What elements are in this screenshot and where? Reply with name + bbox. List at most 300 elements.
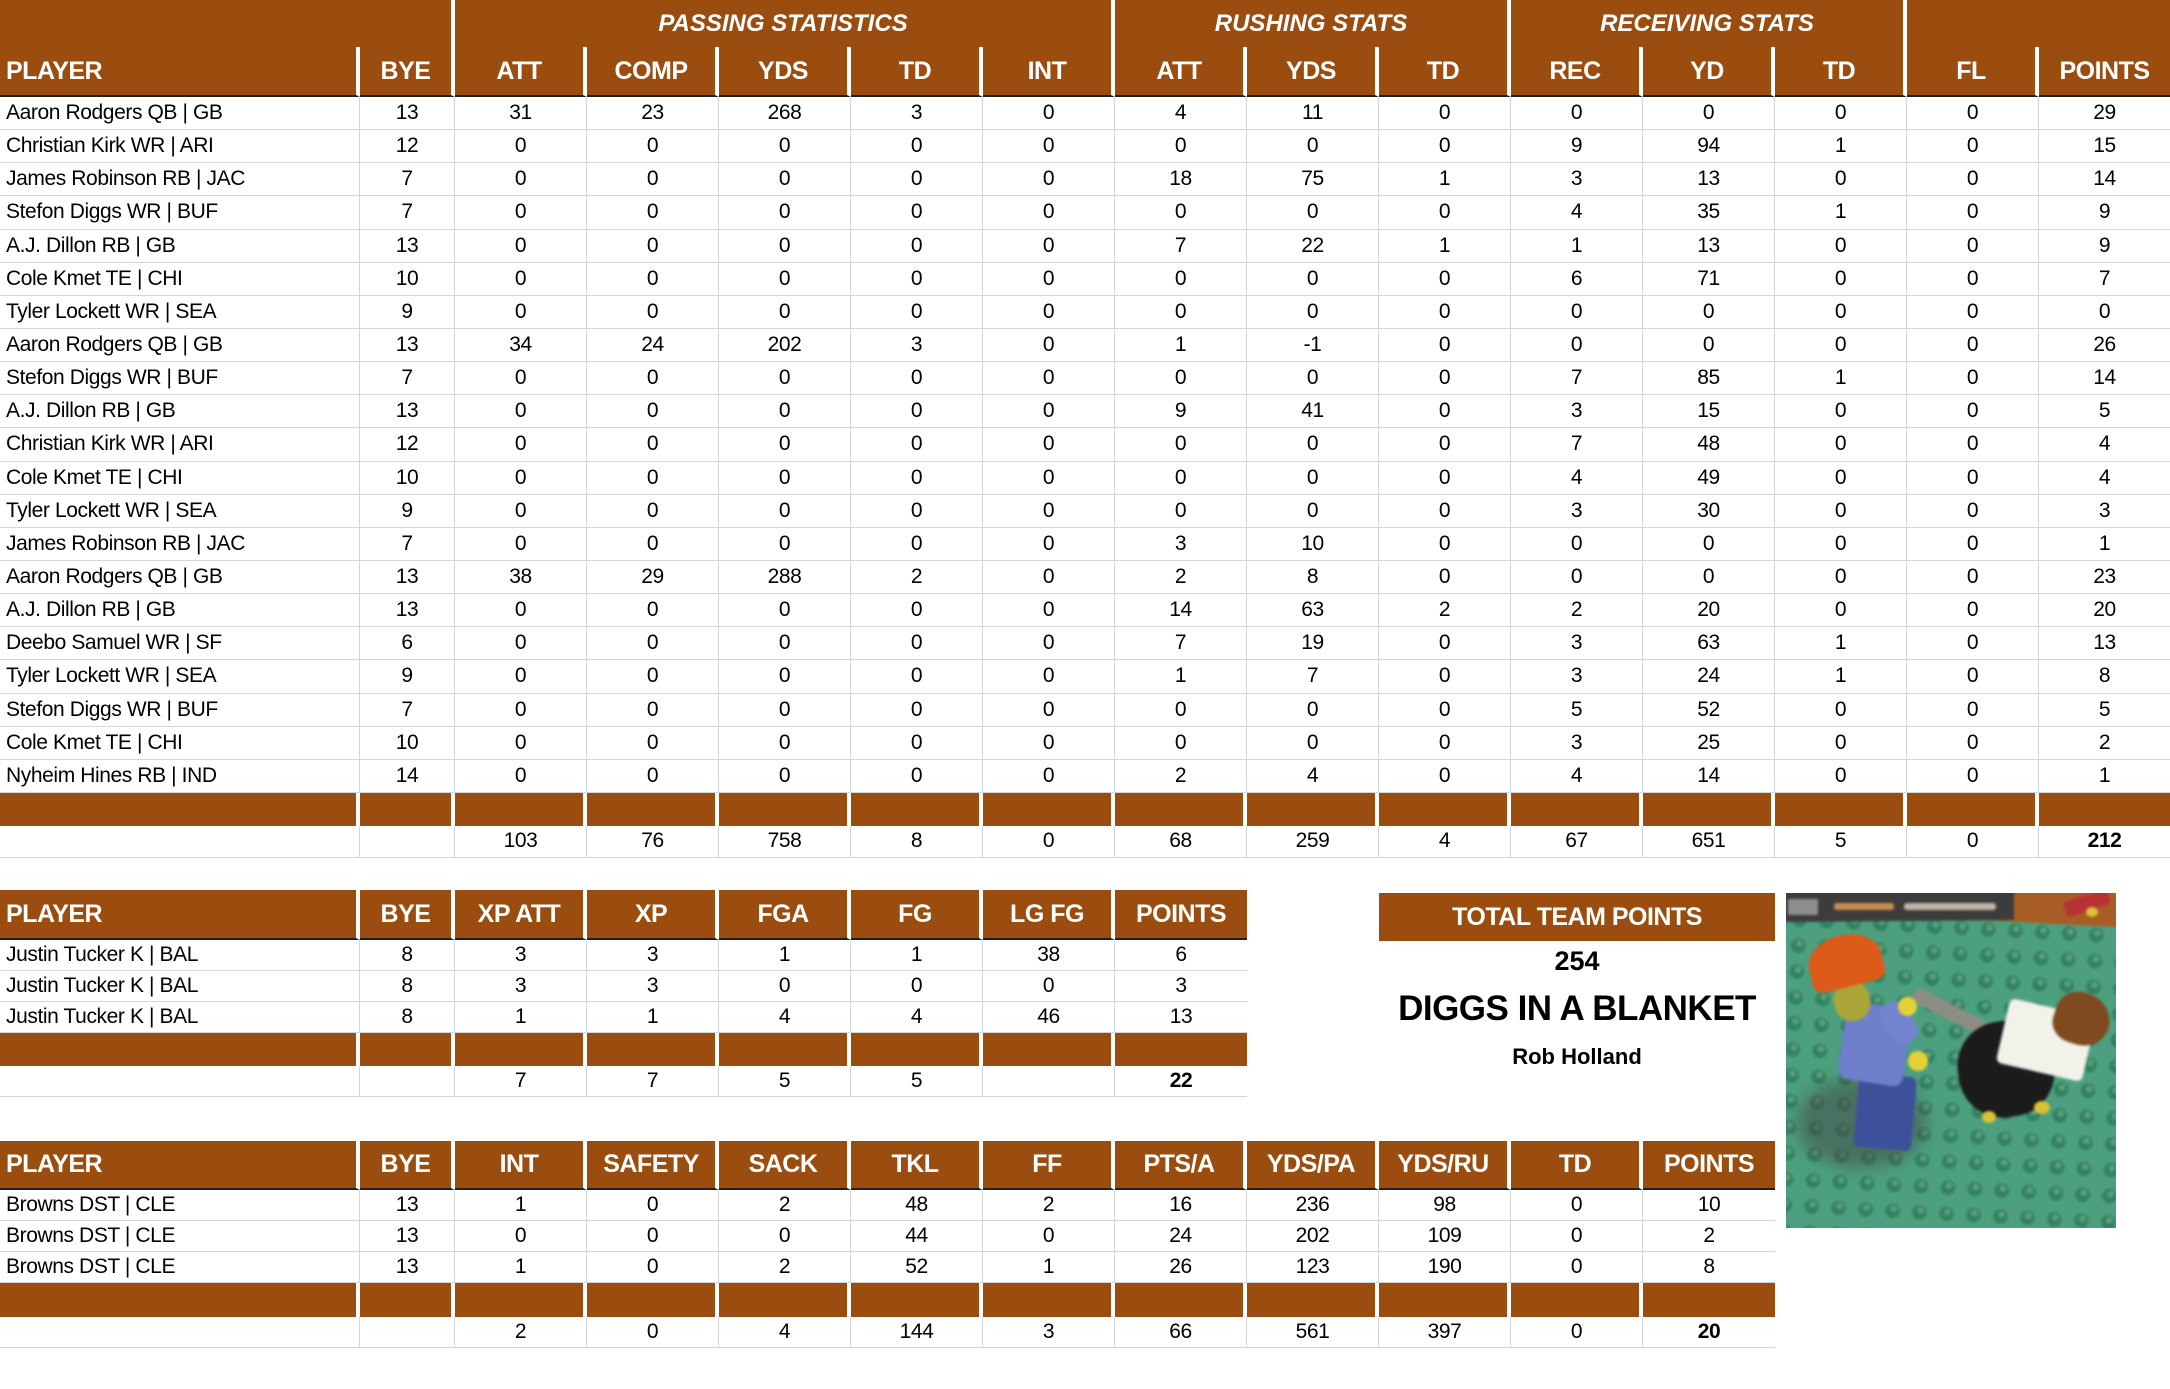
stat-cell[interactable]: 0: [983, 660, 1115, 693]
stat-cell[interactable]: 0: [851, 230, 983, 263]
stat-cell[interactable]: 0: [1379, 395, 1511, 428]
total-cell[interactable]: [360, 1066, 455, 1097]
stat-cell[interactable]: 0: [1115, 263, 1247, 296]
stat-cell[interactable]: 0: [1379, 694, 1511, 727]
stat-cell[interactable]: 0: [983, 971, 1115, 1002]
stat-cell[interactable]: 3: [1511, 627, 1643, 660]
total-cell[interactable]: 76: [587, 826, 719, 858]
stat-cell[interactable]: 0: [1907, 760, 2039, 793]
stat-cell[interactable]: 14: [2039, 362, 2170, 395]
stat-cell[interactable]: 0: [983, 97, 1115, 130]
total-cell[interactable]: 259: [1247, 826, 1379, 858]
stat-cell[interactable]: 0: [455, 130, 587, 163]
stat-cell[interactable]: 46: [983, 1002, 1115, 1033]
total-cell[interactable]: 5: [1775, 826, 1907, 858]
stat-cell[interactable]: 0: [1115, 196, 1247, 229]
stat-cell[interactable]: 8: [1643, 1252, 1775, 1283]
stat-cell[interactable]: 24: [1643, 660, 1775, 693]
stat-cell[interactable]: 0: [1379, 727, 1511, 760]
stat-cell[interactable]: 0: [587, 528, 719, 561]
stat-cell[interactable]: 0: [1511, 1221, 1643, 1252]
column-header[interactable]: FG: [851, 890, 983, 940]
stat-cell[interactable]: 0: [983, 263, 1115, 296]
stat-cell[interactable]: 8: [1247, 561, 1379, 594]
stat-cell[interactable]: 288: [719, 561, 851, 594]
stat-cell[interactable]: 9: [1115, 395, 1247, 428]
stat-cell[interactable]: 0: [983, 196, 1115, 229]
stat-cell[interactable]: 7: [1115, 230, 1247, 263]
stat-cell[interactable]: 0: [1775, 329, 1907, 362]
stat-cell[interactable]: 13: [360, 395, 455, 428]
stat-cell[interactable]: 0: [1775, 296, 1907, 329]
stat-cell[interactable]: 268: [719, 97, 851, 130]
stat-cell[interactable]: 3: [1511, 727, 1643, 760]
stat-cell[interactable]: 0: [587, 1190, 719, 1221]
total-cell[interactable]: [360, 1317, 455, 1348]
stat-cell[interactable]: 0: [587, 428, 719, 461]
stat-cell[interactable]: 0: [1775, 395, 1907, 428]
stat-cell[interactable]: 10: [1643, 1190, 1775, 1221]
column-header[interactable]: BYE: [360, 1141, 455, 1190]
stat-cell[interactable]: 0: [1247, 727, 1379, 760]
stat-cell[interactable]: 0: [455, 163, 587, 196]
stat-cell[interactable]: 22: [1247, 230, 1379, 263]
stat-cell[interactable]: 5: [2039, 694, 2170, 727]
stat-cell[interactable]: 0: [851, 130, 983, 163]
stat-cell[interactable]: 0: [719, 462, 851, 495]
column-header[interactable]: YDS: [719, 47, 851, 97]
stat-cell[interactable]: 0: [1775, 760, 1907, 793]
stat-cell[interactable]: 0: [1643, 329, 1775, 362]
column-header[interactable]: YD: [1643, 47, 1775, 97]
stat-cell[interactable]: 0: [983, 163, 1115, 196]
player-cell[interactable]: Browns DST | CLE: [0, 1221, 360, 1252]
stat-cell[interactable]: 0: [983, 528, 1115, 561]
stat-cell[interactable]: 4: [2039, 462, 2170, 495]
stat-cell[interactable]: 1: [1511, 230, 1643, 263]
column-header[interactable]: COMP: [587, 47, 719, 97]
stat-cell[interactable]: 7: [1511, 362, 1643, 395]
stat-cell[interactable]: 13: [360, 1221, 455, 1252]
stat-cell[interactable]: 13: [360, 230, 455, 263]
stat-cell[interactable]: 7: [360, 196, 455, 229]
stat-cell[interactable]: 0: [1511, 561, 1643, 594]
total-cell[interactable]: 8: [851, 826, 983, 858]
player-cell[interactable]: Cole Kmet TE | CHI: [0, 263, 360, 296]
stat-cell[interactable]: 23: [587, 97, 719, 130]
stat-cell[interactable]: 24: [587, 329, 719, 362]
player-cell[interactable]: Stefon Diggs WR | BUF: [0, 362, 360, 395]
player-cell[interactable]: Justin Tucker K | BAL: [0, 940, 360, 971]
stat-cell[interactable]: 3: [1511, 495, 1643, 528]
stat-cell[interactable]: 0: [1511, 329, 1643, 362]
stat-cell[interactable]: 0: [1775, 230, 1907, 263]
stat-cell[interactable]: 0: [1511, 1190, 1643, 1221]
stat-cell[interactable]: 0: [851, 428, 983, 461]
stat-cell[interactable]: 4: [1115, 97, 1247, 130]
stat-cell[interactable]: 26: [1115, 1252, 1247, 1283]
total-cell[interactable]: 212: [2039, 826, 2170, 858]
player-cell[interactable]: Aaron Rodgers QB | GB: [0, 329, 360, 362]
stat-cell[interactable]: 109: [1379, 1221, 1511, 1252]
total-cell[interactable]: 2: [455, 1317, 587, 1348]
stat-cell[interactable]: 0: [983, 694, 1115, 727]
stat-cell[interactable]: 0: [1775, 528, 1907, 561]
total-cell[interactable]: 0: [983, 826, 1115, 858]
stat-cell[interactable]: 0: [1247, 694, 1379, 727]
stat-cell[interactable]: 7: [360, 362, 455, 395]
total-cell[interactable]: 4: [719, 1317, 851, 1348]
stat-cell[interactable]: 1: [1775, 196, 1907, 229]
stat-cell[interactable]: 0: [851, 163, 983, 196]
stat-cell[interactable]: 0: [1775, 495, 1907, 528]
stat-cell[interactable]: 0: [587, 594, 719, 627]
stat-cell[interactable]: 7: [360, 694, 455, 727]
stat-cell[interactable]: 3: [455, 940, 587, 971]
player-cell[interactable]: Tyler Lockett WR | SEA: [0, 660, 360, 693]
stat-cell[interactable]: 0: [587, 462, 719, 495]
stat-cell[interactable]: 0: [1379, 627, 1511, 660]
stat-cell[interactable]: 0: [587, 727, 719, 760]
stat-cell[interactable]: 0: [1379, 462, 1511, 495]
stat-cell[interactable]: 0: [1643, 561, 1775, 594]
stat-cell[interactable]: 34: [455, 329, 587, 362]
stat-cell[interactable]: 18: [1115, 163, 1247, 196]
stat-cell[interactable]: 4: [1511, 760, 1643, 793]
stat-cell[interactable]: 9: [2039, 196, 2170, 229]
stat-cell[interactable]: 6: [1115, 940, 1247, 971]
stat-cell[interactable]: 0: [1775, 727, 1907, 760]
column-header[interactable]: LG FG: [983, 890, 1115, 940]
total-cell[interactable]: 5: [719, 1066, 851, 1097]
stat-cell[interactable]: 9: [360, 495, 455, 528]
stat-cell[interactable]: 0: [1907, 594, 2039, 627]
stat-cell[interactable]: 4: [1511, 196, 1643, 229]
stat-cell[interactable]: 202: [719, 329, 851, 362]
player-cell[interactable]: Deebo Samuel WR | SF: [0, 627, 360, 660]
stat-cell[interactable]: 1: [455, 1190, 587, 1221]
stat-cell[interactable]: 38: [455, 561, 587, 594]
stat-cell[interactable]: 0: [587, 1221, 719, 1252]
stat-cell[interactable]: 0: [1775, 694, 1907, 727]
group-header-cell[interactable]: [1907, 0, 2170, 47]
stat-cell[interactable]: 0: [455, 660, 587, 693]
stat-cell[interactable]: 13: [360, 97, 455, 130]
stat-cell[interactable]: 1: [455, 1252, 587, 1283]
stat-cell[interactable]: 3: [587, 971, 719, 1002]
stat-cell[interactable]: 0: [851, 727, 983, 760]
stat-cell[interactable]: 0: [587, 230, 719, 263]
stat-cell[interactable]: 3: [1511, 395, 1643, 428]
stat-cell[interactable]: 9: [360, 660, 455, 693]
stat-cell[interactable]: 0: [455, 462, 587, 495]
stat-cell[interactable]: 41: [1247, 395, 1379, 428]
stat-cell[interactable]: 3: [2039, 495, 2170, 528]
total-cell[interactable]: [360, 826, 455, 858]
stat-cell[interactable]: 0: [719, 196, 851, 229]
stat-cell[interactable]: 1: [1379, 230, 1511, 263]
column-header[interactable]: ATT: [1115, 47, 1247, 97]
total-cell[interactable]: 7: [587, 1066, 719, 1097]
stat-cell[interactable]: 48: [851, 1190, 983, 1221]
stat-cell[interactable]: 13: [1115, 1002, 1247, 1033]
column-header[interactable]: TD: [1775, 47, 1907, 97]
total-cell[interactable]: 397: [1379, 1317, 1511, 1348]
stat-cell[interactable]: 0: [1907, 627, 2039, 660]
stat-cell[interactable]: 0: [983, 727, 1115, 760]
stat-cell[interactable]: 14: [360, 760, 455, 793]
stat-cell[interactable]: 3: [455, 971, 587, 1002]
player-cell[interactable]: Cole Kmet TE | CHI: [0, 727, 360, 760]
stat-cell[interactable]: 48: [1643, 428, 1775, 461]
stat-cell[interactable]: 0: [719, 263, 851, 296]
stat-cell[interactable]: -1: [1247, 329, 1379, 362]
stat-cell[interactable]: 0: [587, 263, 719, 296]
column-header[interactable]: BYE: [360, 890, 455, 940]
stat-cell[interactable]: 44: [851, 1221, 983, 1252]
stat-cell[interactable]: 0: [719, 163, 851, 196]
stat-cell[interactable]: 0: [851, 495, 983, 528]
column-header[interactable]: FF: [983, 1141, 1115, 1190]
stat-cell[interactable]: 0: [1907, 362, 2039, 395]
stat-cell[interactable]: 0: [851, 528, 983, 561]
stat-cell[interactable]: 0: [587, 694, 719, 727]
stat-cell[interactable]: 0: [719, 495, 851, 528]
stat-cell[interactable]: 0: [1379, 760, 1511, 793]
stat-cell[interactable]: 14: [1115, 594, 1247, 627]
column-header[interactable]: TKL: [851, 1141, 983, 1190]
stat-cell[interactable]: 0: [1247, 296, 1379, 329]
stat-cell[interactable]: 0: [587, 395, 719, 428]
stat-cell[interactable]: 0: [1907, 660, 2039, 693]
total-cell[interactable]: [0, 1066, 360, 1097]
stat-cell[interactable]: 0: [587, 130, 719, 163]
stat-cell[interactable]: 0: [587, 196, 719, 229]
column-header[interactable]: TD: [1511, 1141, 1643, 1190]
stat-cell[interactable]: 0: [1247, 462, 1379, 495]
stat-cell[interactable]: 0: [1247, 263, 1379, 296]
stat-cell[interactable]: 0: [587, 660, 719, 693]
stat-cell[interactable]: 7: [2039, 263, 2170, 296]
stat-cell[interactable]: 0: [1247, 428, 1379, 461]
stat-cell[interactable]: 0: [1775, 263, 1907, 296]
stat-cell[interactable]: 75: [1247, 163, 1379, 196]
total-cell[interactable]: 103: [455, 826, 587, 858]
stat-cell[interactable]: 0: [1907, 263, 2039, 296]
stat-cell[interactable]: 11: [1247, 97, 1379, 130]
stat-cell[interactable]: 190: [1379, 1252, 1511, 1283]
stat-cell[interactable]: 0: [1775, 163, 1907, 196]
stat-cell[interactable]: 10: [1247, 528, 1379, 561]
stat-cell[interactable]: 0: [1379, 296, 1511, 329]
stat-cell[interactable]: 0: [1379, 428, 1511, 461]
stat-cell[interactable]: 85: [1643, 362, 1775, 395]
stat-cell[interactable]: 7: [360, 163, 455, 196]
group-header-cell[interactable]: [0, 0, 455, 47]
stat-cell[interactable]: 12: [360, 130, 455, 163]
stat-cell[interactable]: 0: [1379, 362, 1511, 395]
stat-cell[interactable]: 0: [983, 329, 1115, 362]
stat-cell[interactable]: 0: [983, 1221, 1115, 1252]
stat-cell[interactable]: 0: [851, 627, 983, 660]
stat-cell[interactable]: 15: [2039, 130, 2170, 163]
stat-cell[interactable]: 0: [851, 694, 983, 727]
stat-cell[interactable]: 2: [1511, 594, 1643, 627]
stat-cell[interactable]: 7: [1511, 428, 1643, 461]
stat-cell[interactable]: 0: [983, 428, 1115, 461]
total-cell[interactable]: [983, 1066, 1115, 1097]
stat-cell[interactable]: 16: [1115, 1190, 1247, 1221]
stat-cell[interactable]: 0: [1907, 561, 2039, 594]
stat-cell[interactable]: 0: [719, 296, 851, 329]
stat-cell[interactable]: 6: [360, 627, 455, 660]
stat-cell[interactable]: 0: [1115, 694, 1247, 727]
stat-cell[interactable]: 0: [587, 163, 719, 196]
stat-cell[interactable]: 0: [455, 594, 587, 627]
stat-cell[interactable]: 8: [360, 971, 455, 1002]
total-cell[interactable]: 66: [1115, 1317, 1247, 1348]
player-cell[interactable]: Justin Tucker K | BAL: [0, 971, 360, 1002]
stat-cell[interactable]: 2: [983, 1190, 1115, 1221]
stat-cell[interactable]: 26: [2039, 329, 2170, 362]
column-header[interactable]: INT: [983, 47, 1115, 97]
player-cell[interactable]: Cole Kmet TE | CHI: [0, 462, 360, 495]
stat-cell[interactable]: 0: [1379, 660, 1511, 693]
stat-cell[interactable]: 0: [851, 362, 983, 395]
player-cell[interactable]: Christian Kirk WR | ARI: [0, 130, 360, 163]
stat-cell[interactable]: 63: [1247, 594, 1379, 627]
stat-cell[interactable]: 0: [1379, 561, 1511, 594]
stat-cell[interactable]: 15: [1643, 395, 1775, 428]
stat-cell[interactable]: 0: [851, 660, 983, 693]
stat-cell[interactable]: 63: [1643, 627, 1775, 660]
stat-cell[interactable]: 0: [851, 594, 983, 627]
stat-cell[interactable]: 0: [2039, 296, 2170, 329]
stat-cell[interactable]: 1: [1115, 660, 1247, 693]
stat-cell[interactable]: 8: [2039, 660, 2170, 693]
stat-cell[interactable]: 0: [1379, 130, 1511, 163]
stat-cell[interactable]: 0: [1907, 163, 2039, 196]
stat-cell[interactable]: 24: [1115, 1221, 1247, 1252]
total-cell[interactable]: 67: [1511, 826, 1643, 858]
stat-cell[interactable]: 13: [360, 1252, 455, 1283]
player-cell[interactable]: Justin Tucker K | BAL: [0, 1002, 360, 1033]
stat-cell[interactable]: 9: [360, 296, 455, 329]
stat-cell[interactable]: 7: [1115, 627, 1247, 660]
total-cell[interactable]: 68: [1115, 826, 1247, 858]
group-header-cell[interactable]: PASSING STATISTICS: [455, 0, 1115, 47]
stat-cell[interactable]: 0: [455, 760, 587, 793]
stat-cell[interactable]: 0: [455, 627, 587, 660]
stat-cell[interactable]: 4: [1247, 760, 1379, 793]
stat-cell[interactable]: 0: [983, 230, 1115, 263]
stat-cell[interactable]: 8: [360, 1002, 455, 1033]
stat-cell[interactable]: 0: [455, 528, 587, 561]
column-header[interactable]: PLAYER: [0, 47, 360, 97]
stat-cell[interactable]: 1: [1775, 362, 1907, 395]
stat-cell[interactable]: 0: [983, 462, 1115, 495]
stat-cell[interactable]: 0: [719, 727, 851, 760]
stat-cell[interactable]: 0: [455, 1221, 587, 1252]
stat-cell[interactable]: 20: [2039, 594, 2170, 627]
stat-cell[interactable]: 31: [455, 97, 587, 130]
stat-cell[interactable]: 2: [1115, 760, 1247, 793]
player-cell[interactable]: James Robinson RB | JAC: [0, 163, 360, 196]
stat-cell[interactable]: 0: [1643, 296, 1775, 329]
stat-cell[interactable]: 0: [1379, 97, 1511, 130]
stat-cell[interactable]: 0: [1115, 462, 1247, 495]
stat-cell[interactable]: 0: [587, 495, 719, 528]
stat-cell[interactable]: 3: [1511, 660, 1643, 693]
player-cell[interactable]: Stefon Diggs WR | BUF: [0, 196, 360, 229]
stat-cell[interactable]: 0: [719, 230, 851, 263]
stat-cell[interactable]: 13: [360, 594, 455, 627]
stat-cell[interactable]: 0: [1775, 97, 1907, 130]
stat-cell[interactable]: 0: [1511, 296, 1643, 329]
total-cell[interactable]: 4: [1379, 826, 1511, 858]
total-cell[interactable]: [0, 1317, 360, 1348]
column-header[interactable]: FL: [1907, 47, 2039, 97]
stat-cell[interactable]: 6: [1511, 263, 1643, 296]
stat-cell[interactable]: 5: [2039, 395, 2170, 428]
column-header[interactable]: YDS/RU: [1379, 1141, 1511, 1190]
stat-cell[interactable]: 71: [1643, 263, 1775, 296]
stat-cell[interactable]: 0: [851, 196, 983, 229]
stat-cell[interactable]: 0: [1511, 97, 1643, 130]
stat-cell[interactable]: 0: [1907, 329, 2039, 362]
stat-cell[interactable]: 0: [455, 694, 587, 727]
stat-cell[interactable]: 202: [1247, 1221, 1379, 1252]
stat-cell[interactable]: 0: [587, 362, 719, 395]
player-cell[interactable]: Christian Kirk WR | ARI: [0, 428, 360, 461]
stat-cell[interactable]: 0: [1511, 1252, 1643, 1283]
stat-cell[interactable]: 0: [1643, 528, 1775, 561]
stat-cell[interactable]: 0: [455, 428, 587, 461]
stat-cell[interactable]: 0: [851, 263, 983, 296]
stat-cell[interactable]: 0: [719, 395, 851, 428]
stat-cell[interactable]: 1: [2039, 528, 2170, 561]
stat-cell[interactable]: 0: [719, 971, 851, 1002]
stat-cell[interactable]: 0: [1115, 362, 1247, 395]
player-cell[interactable]: Browns DST | CLE: [0, 1252, 360, 1283]
stat-cell[interactable]: 0: [1115, 495, 1247, 528]
stat-cell[interactable]: 0: [1907, 495, 2039, 528]
total-team-points-header[interactable]: TOTAL TEAM POINTS: [1379, 893, 1775, 941]
stat-cell[interactable]: 13: [360, 561, 455, 594]
stat-cell[interactable]: 13: [2039, 627, 2170, 660]
stat-cell[interactable]: 0: [983, 395, 1115, 428]
stat-cell[interactable]: 0: [1907, 97, 2039, 130]
stat-cell[interactable]: 10: [360, 727, 455, 760]
player-cell[interactable]: A.J. Dillon RB | GB: [0, 395, 360, 428]
stat-cell[interactable]: 0: [1115, 727, 1247, 760]
group-header-cell[interactable]: RUSHING STATS: [1115, 0, 1511, 47]
stat-cell[interactable]: 0: [1379, 495, 1511, 528]
stat-cell[interactable]: 0: [719, 130, 851, 163]
stat-cell[interactable]: 13: [360, 1190, 455, 1221]
column-header[interactable]: XP ATT: [455, 890, 587, 940]
stat-cell[interactable]: 1: [455, 1002, 587, 1033]
stat-cell[interactable]: 2: [719, 1190, 851, 1221]
column-header[interactable]: POINTS: [1115, 890, 1247, 940]
column-header[interactable]: TD: [1379, 47, 1511, 97]
stat-cell[interactable]: 0: [983, 627, 1115, 660]
stat-cell[interactable]: 0: [983, 362, 1115, 395]
stat-cell[interactable]: 0: [1907, 528, 2039, 561]
stat-cell[interactable]: 52: [1643, 694, 1775, 727]
stat-cell[interactable]: 0: [455, 495, 587, 528]
player-cell[interactable]: Nyheim Hines RB | IND: [0, 760, 360, 793]
